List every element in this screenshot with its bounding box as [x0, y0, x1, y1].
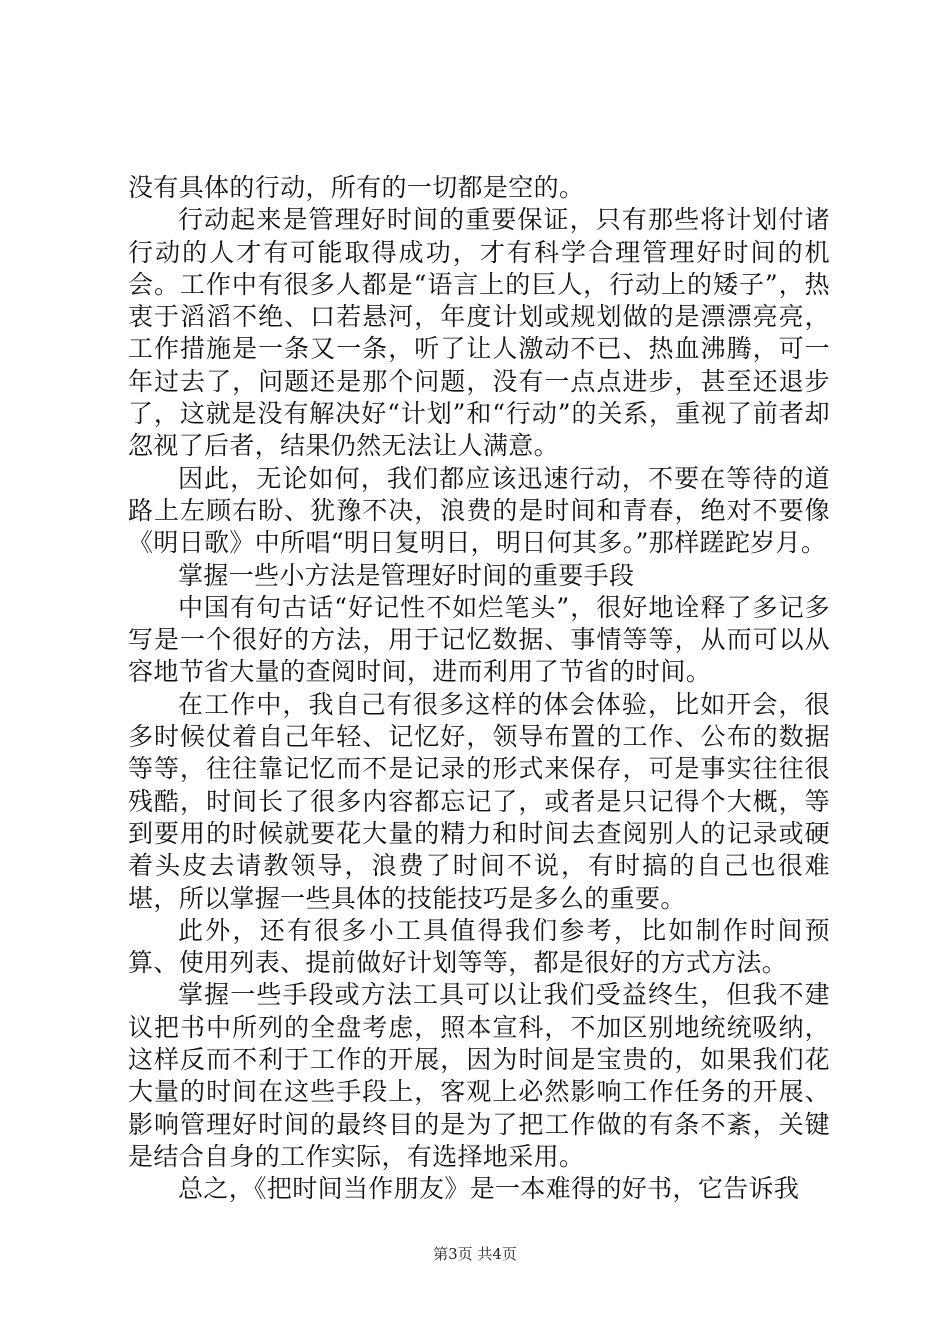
paragraph-6: 在工作中，我自己有很多这样的体会体验，比如开会，很多时候仗着自己年轻、记忆好，领导布置的工作、公布的数据等等，往往靠记忆而不是记录的形式来保存，可是事实往往很残酷，时间长了很多内容都忘记了，或者是只记得个大概，等到要用的时候就要花大量的精力和时间去查阅别人的记录或硬着头皮去请教领导，浪费了时间不说，有时搞的自己也很难堪，所以掌握一些具体的技能技巧是多么的重要。 [128, 689, 830, 913]
section-heading: 掌握一些小方法是管理好时间的重要手段 [178, 560, 635, 590]
paragraph-1: 没有具体的行动，所有的一切都是空的。 [128, 173, 585, 202]
paragraph-5: 中国有句古话“好记性不如烂笔头”，很好地诠释了多记多写是一个很好的方法，用于记忆数据、事情等等，从而可以从容地节省大量的查阅时间，进而利用了节省的时间。 [128, 592, 830, 687]
paragraph-3: 因此，无论如何，我们都应该迅速行动，不要在等待的道路上左顾右盼、犹豫不决，浪费的是时间和青春，绝对不要像《明日歌》中所唱“明日复明日，明日何其多。”那样蹉跎岁月。 [128, 463, 830, 558]
body-text [128, 172, 830, 1206]
page-number: 第3页 共4页 [433, 1245, 517, 1263]
paragraph-8: 掌握一些手段或方法工具可以让我们受益终生，但我不建议把书中所列的全盘考虑，照本宣科，不加区别地统统吸纳，这样反而不利于工作的开展，因为时间是宝贵的，如果我们花大量的时间在这些手段上，客观上必然影响工作任务的开展、影响管理好时间的最终目的是为了把工作做的有条不紊，关键是结合自身的工作实际，有选择地采用。 [128, 980, 830, 1171]
paragraph-2: 行动起来是管理好时间的重要保证，只有那些将计划付诸行动的人才有可能取得成功，才有科学合理管理好时间的机会。工作中有很多人都是“语言上的巨人，行动上的矮子”，热衷于滔滔不绝、口若悬河，年度计划或规划做的是漂漂亮亮，工作措施是一条又一条，听了让人激动不已、热血沸腾，可一年过去了，问题还是那个问题，没有一点点进步，甚至还退步了，这就是没有解决好“计划”和“行动”的关系，重视了前者却忽视了后者，结果仍然无法让人满意。 [128, 205, 830, 461]
paragraph-7: 此外，还有很多小工具值得我们参考，比如制作时间预算、使用列表、提前做好计划等等，都是很好的方式方法。 [128, 915, 830, 978]
paragraph-9: 总之，《把时间当作朋友》是一本难得的好书，它告诉我 [178, 1174, 800, 1204]
